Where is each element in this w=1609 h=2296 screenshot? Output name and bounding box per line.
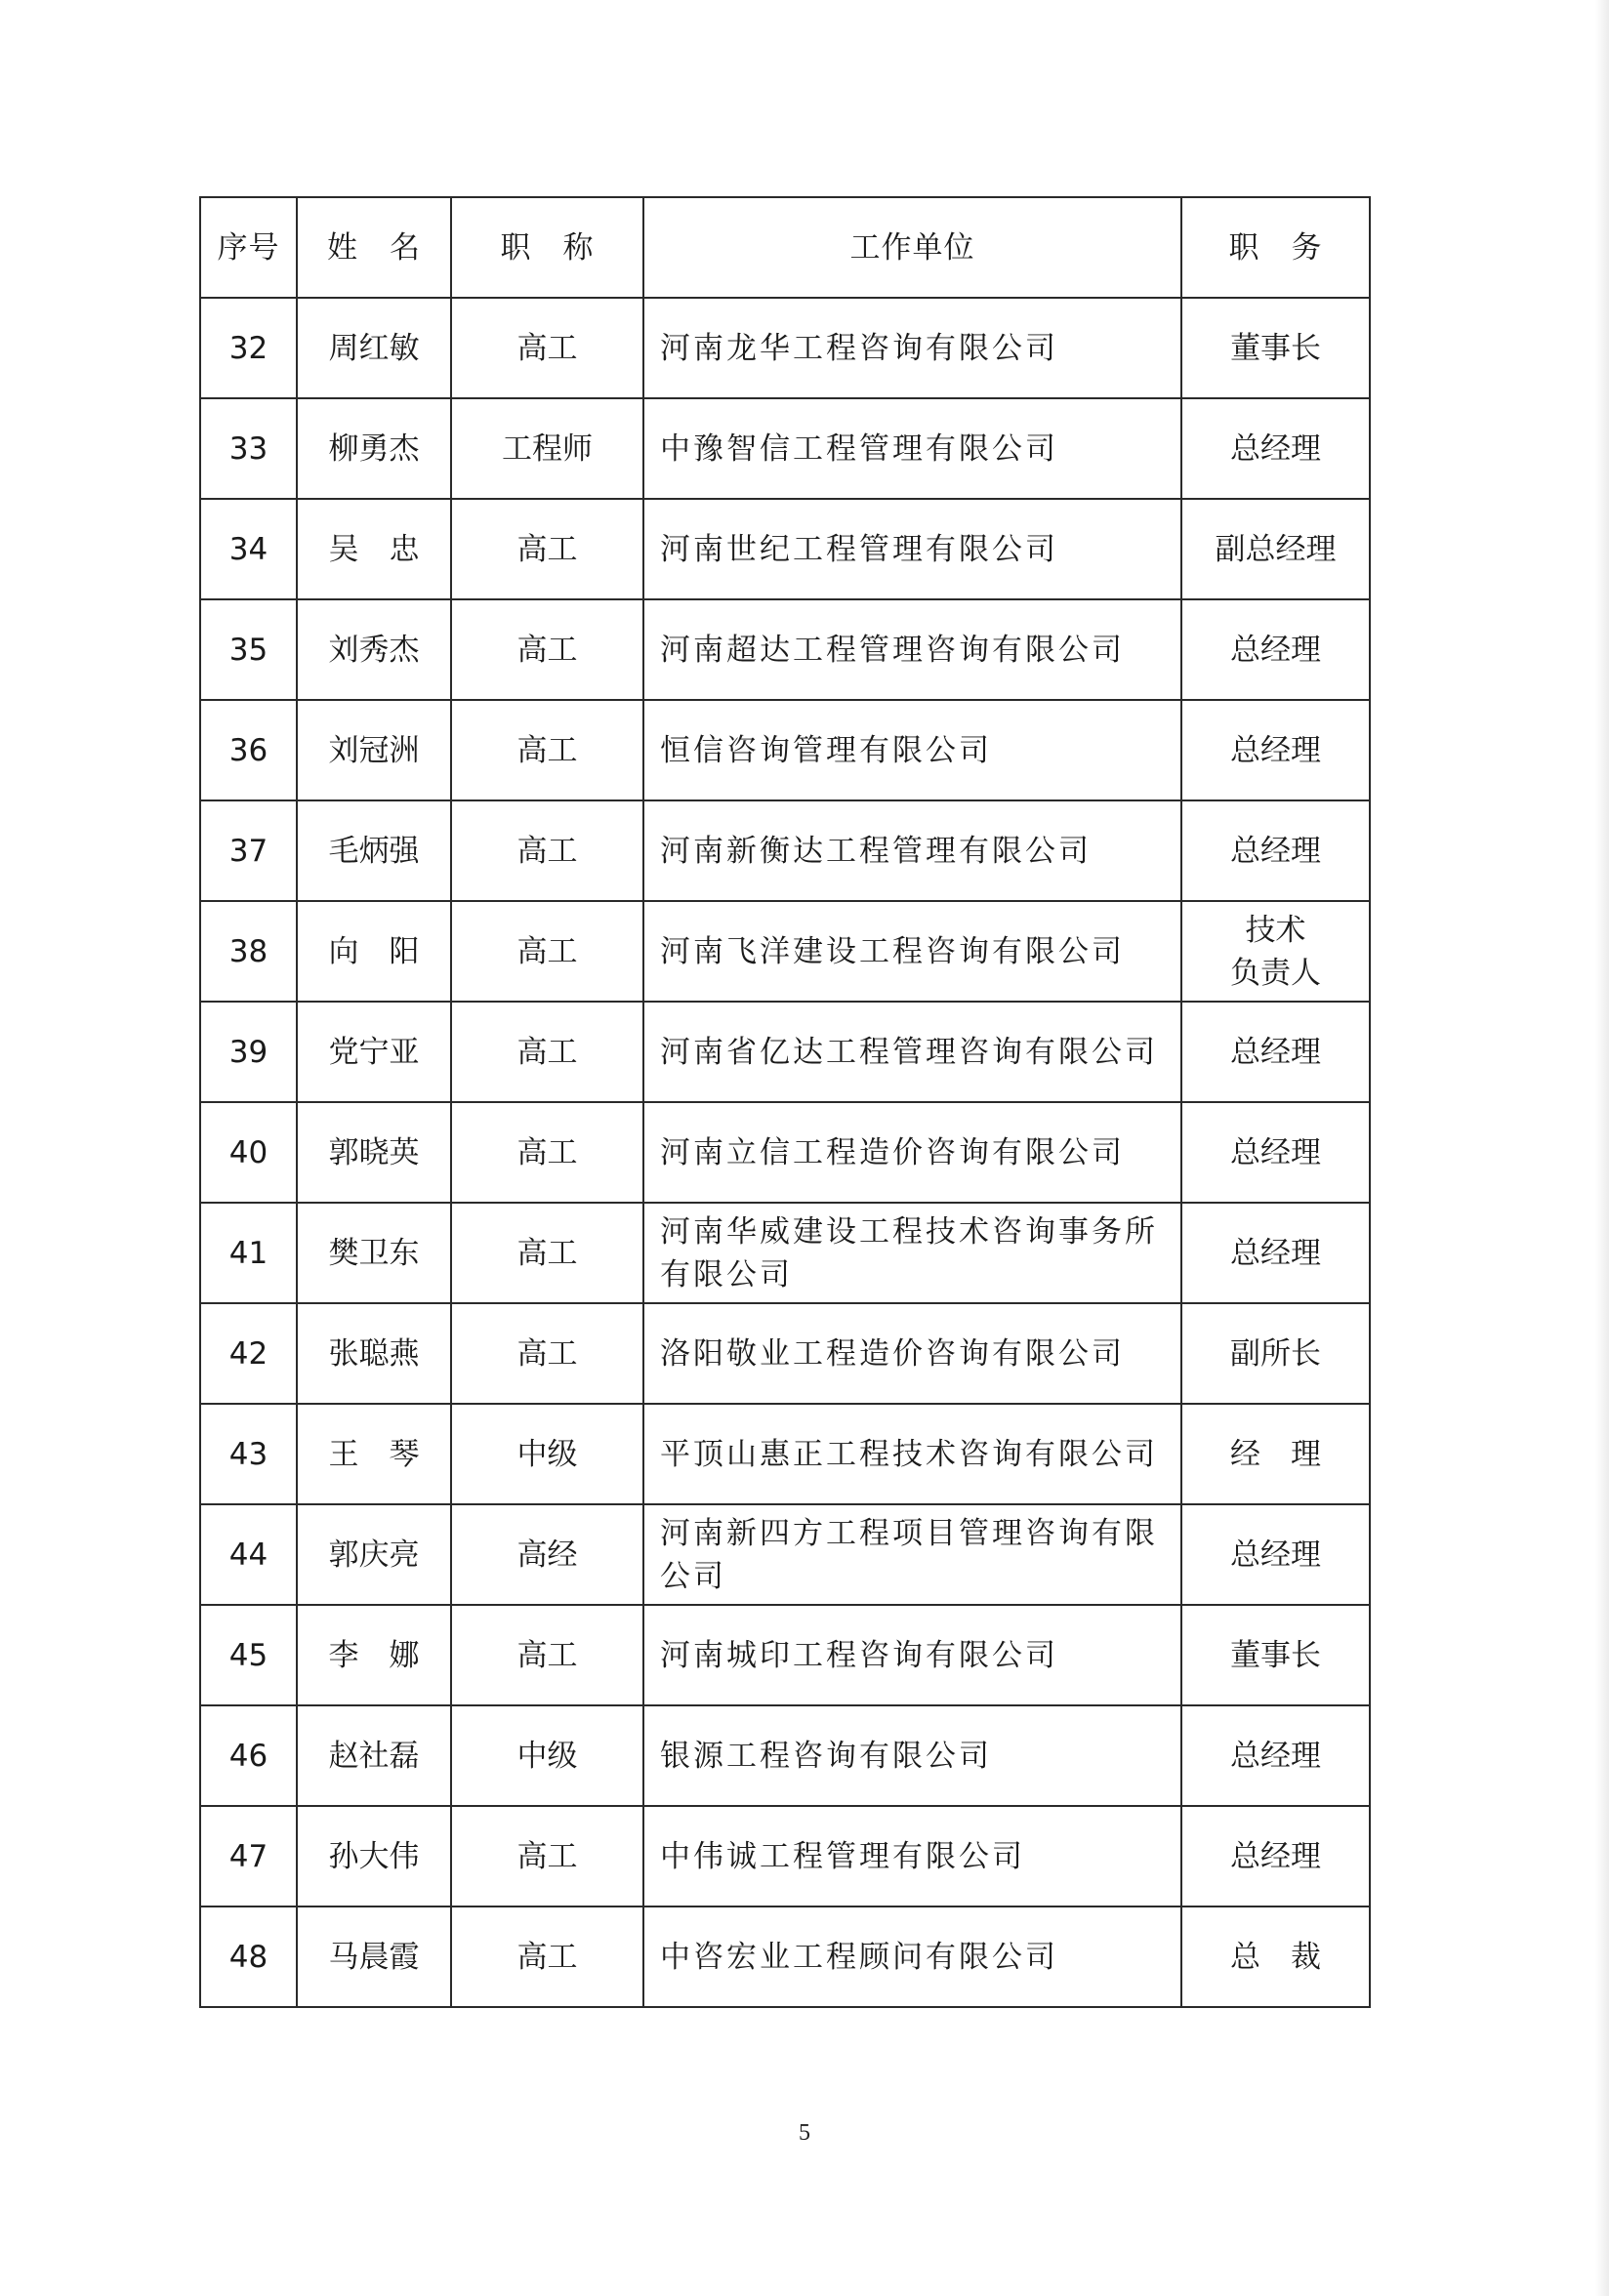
row-unit-cell: 中伟诚工程管理有限公司	[643, 1806, 1181, 1906]
row-position-cell: 总经理	[1181, 1806, 1370, 1906]
row-position-cell: 总经理	[1181, 1705, 1370, 1806]
row-position-cell: 副所长	[1181, 1303, 1370, 1404]
row-position-cell: 副总经理	[1181, 499, 1370, 599]
row-position-cell: 总经理	[1181, 398, 1370, 499]
table-row	[200, 1203, 1370, 1303]
row-index-cell: 38	[200, 901, 297, 1002]
row-index-cell: 33	[200, 398, 297, 499]
row-index-cell: 32	[200, 298, 297, 398]
row-index-cell: 46	[200, 1705, 297, 1806]
row-title-cell: 高工	[451, 901, 643, 1002]
row-unit-cell: 河南飞洋建设工程咨询有限公司	[643, 901, 1181, 1002]
row-position-cell: 总经理	[1181, 800, 1370, 901]
row-position-cell: 经 理	[1181, 1404, 1370, 1504]
row-name-cell: 张聪燕	[297, 1303, 451, 1404]
row-title-cell: 中级	[451, 1705, 643, 1806]
row-title-cell: 高工	[451, 700, 643, 800]
row-index-cell: 48	[200, 1906, 297, 2007]
row-position-cell: 总经理	[1181, 1102, 1370, 1203]
row-title-cell: 高经	[451, 1504, 643, 1605]
row-index-cell: 36	[200, 700, 297, 800]
header-name: 姓 名	[297, 197, 451, 298]
row-title-cell: 工程师	[451, 398, 643, 499]
row-position-cell: 技术 负责人	[1181, 901, 1370, 1002]
row-name-cell: 王 琴	[297, 1404, 451, 1504]
row-unit-cell: 银源工程咨询有限公司	[643, 1705, 1181, 1806]
row-name-cell: 柳勇杰	[297, 398, 451, 499]
row-index-cell: 35	[200, 599, 297, 700]
table-row	[200, 499, 1370, 599]
row-index-cell: 34	[200, 499, 297, 599]
row-unit-cell: 河南新四方工程项目管理咨询有限公司	[643, 1504, 1181, 1605]
table-row	[200, 599, 1370, 700]
row-name-cell: 郭庆亮	[297, 1504, 451, 1605]
row-title-cell: 高工	[451, 1303, 643, 1404]
row-title-cell: 高工	[451, 1806, 643, 1906]
row-position-cell: 总 裁	[1181, 1906, 1370, 2007]
table-row	[200, 1705, 1370, 1806]
row-position-cell: 总经理	[1181, 599, 1370, 700]
row-name-cell: 向 阳	[297, 901, 451, 1002]
row-unit-cell: 河南省亿达工程管理咨询有限公司	[643, 1002, 1181, 1102]
table-row	[200, 1605, 1370, 1705]
table-row	[200, 1303, 1370, 1404]
row-unit-cell: 河南龙华工程咨询有限公司	[643, 298, 1181, 398]
row-name-cell: 吴 忠	[297, 499, 451, 599]
row-name-cell: 马晨霞	[297, 1906, 451, 2007]
row-position-cell: 总经理	[1181, 1504, 1370, 1605]
table-row	[200, 1806, 1370, 1906]
row-title-cell: 高工	[451, 599, 643, 700]
row-title-cell: 高工	[451, 298, 643, 398]
row-position-cell: 总经理	[1181, 700, 1370, 800]
row-name-cell: 李 娜	[297, 1605, 451, 1705]
row-unit-cell: 河南超达工程管理咨询有限公司	[643, 599, 1181, 700]
row-name-cell: 毛炳强	[297, 800, 451, 901]
row-unit-cell: 中豫智信工程管理有限公司	[643, 398, 1181, 499]
table-row	[200, 1906, 1370, 2007]
row-unit-cell: 河南城印工程咨询有限公司	[643, 1605, 1181, 1705]
table-row	[200, 398, 1370, 499]
row-index-cell: 43	[200, 1404, 297, 1504]
table-row	[200, 298, 1370, 398]
table-row	[200, 1102, 1370, 1203]
header-title: 职 称	[451, 197, 643, 298]
row-position-cell: 总经理	[1181, 1002, 1370, 1102]
page-edge-shadow	[1595, 0, 1609, 2296]
row-unit-cell: 河南新衡达工程管理有限公司	[643, 800, 1181, 901]
row-unit-cell: 河南世纪工程管理有限公司	[643, 499, 1181, 599]
table-header-row	[200, 197, 1370, 298]
row-title-cell: 高工	[451, 1203, 643, 1303]
table-row	[200, 800, 1370, 901]
row-unit-cell: 河南华威建设工程技术咨询事务所有限公司	[643, 1203, 1181, 1303]
table-row	[200, 1002, 1370, 1102]
table-row	[200, 1404, 1370, 1504]
row-unit-cell: 洛阳敬业工程造价咨询有限公司	[643, 1303, 1181, 1404]
row-title-cell: 高工	[451, 1906, 643, 2007]
row-title-cell: 高工	[451, 1605, 643, 1705]
row-name-cell: 樊卫东	[297, 1203, 451, 1303]
row-index-cell: 42	[200, 1303, 297, 1404]
row-unit-cell: 恒信咨询管理有限公司	[643, 700, 1181, 800]
row-position-cell: 董事长	[1181, 298, 1370, 398]
table-row	[200, 1504, 1370, 1605]
row-index-cell: 37	[200, 800, 297, 901]
row-unit-cell: 平顶山惠正工程技术咨询有限公司	[643, 1404, 1181, 1504]
row-index-cell: 44	[200, 1504, 297, 1605]
row-name-cell: 党宁亚	[297, 1002, 451, 1102]
row-title-cell: 高工	[451, 1102, 643, 1203]
header-index: 序号	[200, 197, 297, 298]
row-index-cell: 47	[200, 1806, 297, 1906]
row-position-cell: 董事长	[1181, 1605, 1370, 1705]
row-name-cell: 周红敏	[297, 298, 451, 398]
header-unit: 工作单位	[643, 197, 1181, 298]
page-number: 5	[799, 2120, 810, 2146]
row-index-cell: 41	[200, 1203, 297, 1303]
row-index-cell: 39	[200, 1002, 297, 1102]
table-body	[200, 298, 1370, 2007]
row-index-cell: 45	[200, 1605, 297, 1705]
row-title-cell: 中级	[451, 1404, 643, 1504]
row-unit-cell: 中咨宏业工程顾问有限公司	[643, 1906, 1181, 2007]
personnel-table	[199, 196, 1371, 2008]
row-title-cell: 高工	[451, 499, 643, 599]
header-position: 职 务	[1181, 197, 1370, 298]
row-name-cell: 赵社磊	[297, 1705, 451, 1806]
row-position-cell: 总经理	[1181, 1203, 1370, 1303]
table-row	[200, 901, 1370, 1002]
row-title-cell: 高工	[451, 800, 643, 901]
row-name-cell: 郭晓英	[297, 1102, 451, 1203]
row-name-cell: 刘冠洲	[297, 700, 451, 800]
row-unit-cell: 河南立信工程造价咨询有限公司	[643, 1102, 1181, 1203]
row-name-cell: 孙大伟	[297, 1806, 451, 1906]
row-index-cell: 40	[200, 1102, 297, 1203]
row-title-cell: 高工	[451, 1002, 643, 1102]
table-row	[200, 700, 1370, 800]
row-name-cell: 刘秀杰	[297, 599, 451, 700]
